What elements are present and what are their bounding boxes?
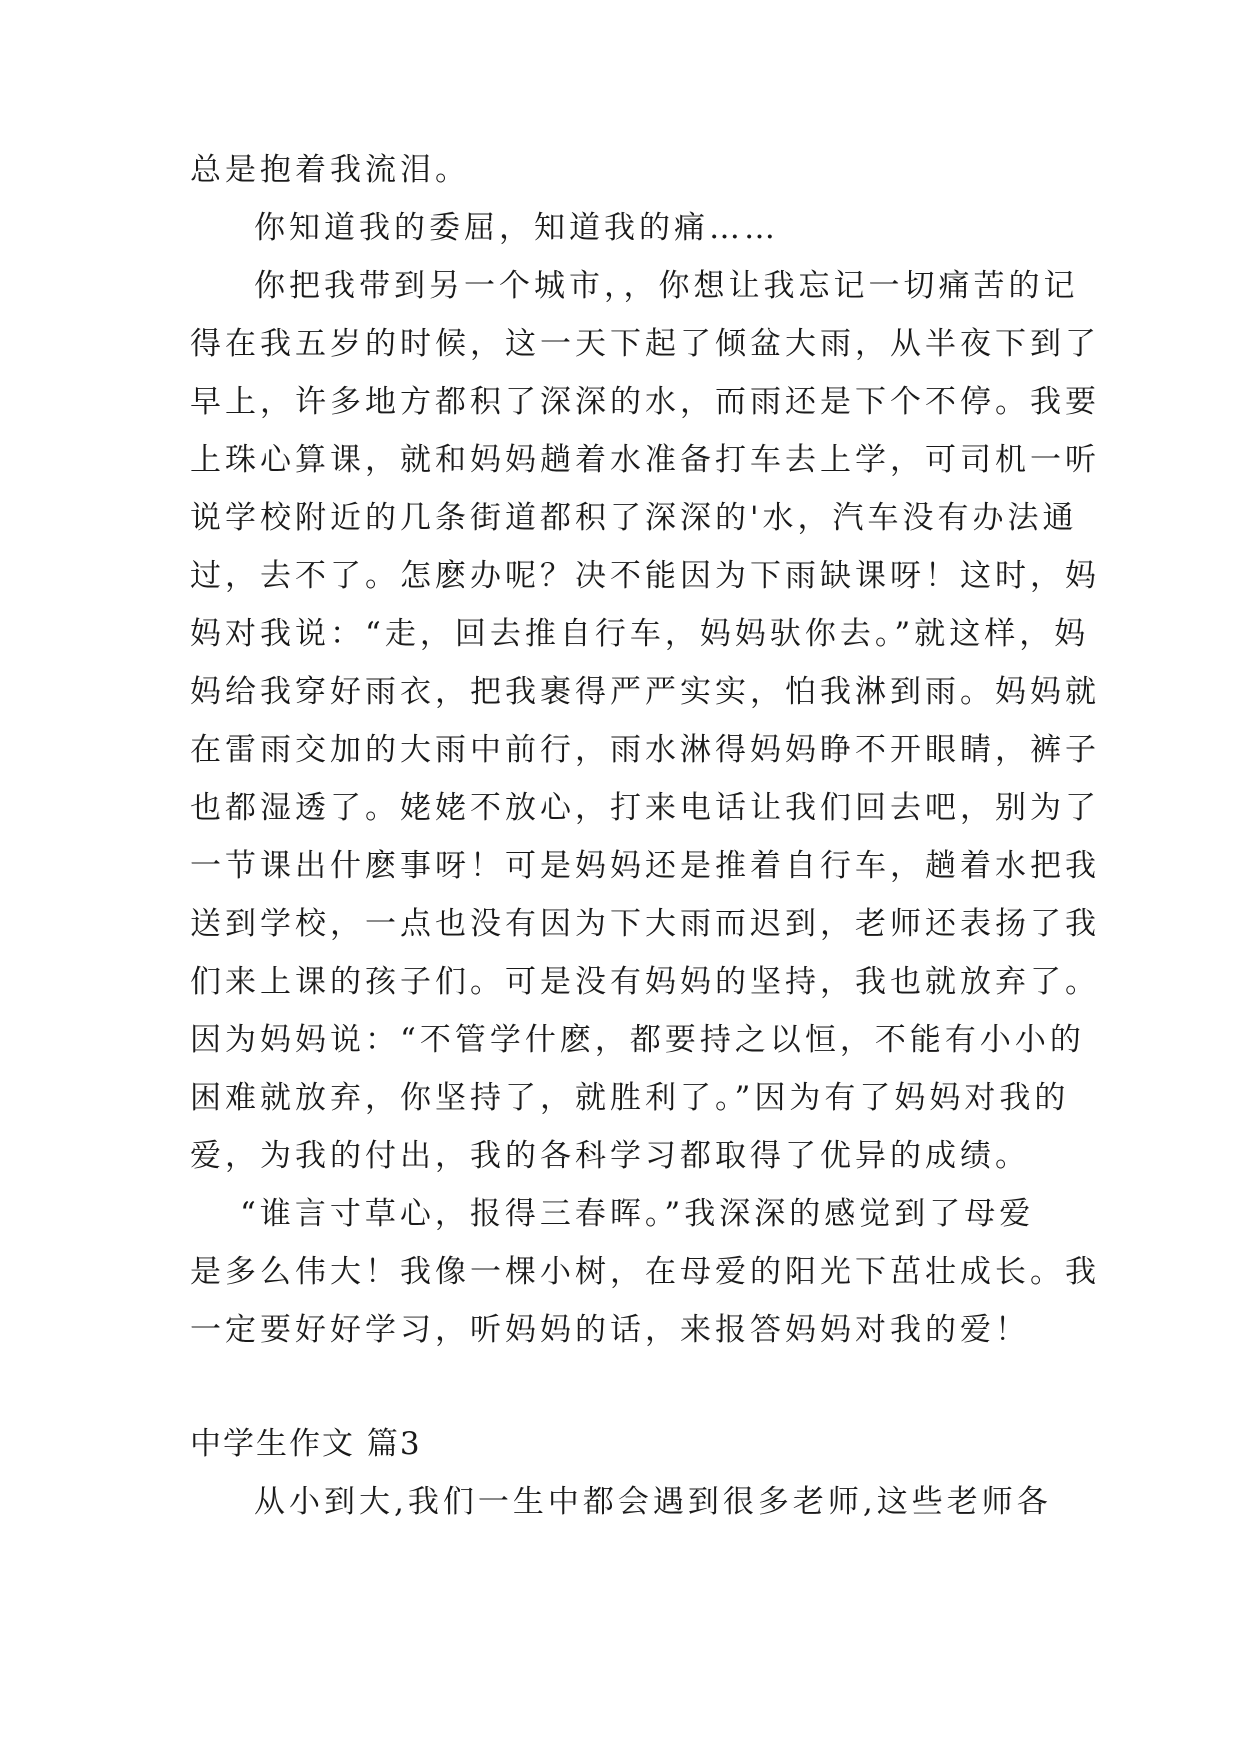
paragraph-line: 们来上课的孩子们。可是没有妈妈的坚持，我也就放弃了。 bbox=[190, 964, 1100, 1000]
paragraph-line: 早上，许多地方都积了深深的水，而雨还是下个不停。我要 bbox=[190, 384, 1100, 420]
paragraph-line: 在雷雨交加的大雨中前行，雨水淋得妈妈睁不开眼睛，裤子 bbox=[190, 732, 1100, 768]
paragraph-line: 说学校附近的几条街道都积了深深的'水，汽车没有办法通 bbox=[190, 500, 1078, 536]
paragraph-line: 你知道我的委屈，知道我的痛…… bbox=[254, 210, 779, 246]
paragraph-line: 过，去不了。怎麽办呢？决不能因为下雨缺课呀！这时，妈 bbox=[190, 558, 1100, 594]
paragraph-line: 你把我带到另一个城市，，你想让我忘记一切痛苦的记 bbox=[254, 268, 1079, 304]
paragraph-line: 上珠心算课，就和妈妈趟着水准备打车去上学，可司机一听 bbox=[190, 442, 1100, 478]
paragraph-line: 得在我五岁的时候，这一天下起了倾盆大雨，从半夜下到了 bbox=[190, 326, 1100, 362]
paragraph-line: 也都湿透了。姥姥不放心，打来电话让我们回去吧，别为了 bbox=[190, 790, 1100, 826]
paragraph-line: 总是抱着我流泪。 bbox=[190, 152, 470, 188]
paragraph-line: 爱，为我的付出，我的各科学习都取得了优异的成绩。 bbox=[190, 1138, 1030, 1174]
paragraph-line: 困难就放弃，你坚持了，就胜利了。”因为有了妈妈对我的 bbox=[190, 1080, 1070, 1116]
section-heading: 中学生作文 篇3 bbox=[190, 1426, 422, 1462]
paragraph-line: 妈对我说：“走，回去推自行车，妈妈驮你去。”就这样，妈 bbox=[190, 616, 1090, 652]
paragraph-line: 一节课出什麽事呀！可是妈妈还是推着自行车，趟着水把我 bbox=[190, 848, 1100, 884]
paragraph-line: “谁言寸草心，报得三春晖。”我深深的感觉到了母爱 bbox=[240, 1196, 1035, 1232]
paragraph-line: 是多么伟大！我像一棵小树，在母爱的阳光下茁壮成长。我 bbox=[190, 1254, 1100, 1290]
paragraph-line: 一定要好好学习，听妈妈的话，来报答妈妈对我的爱！ bbox=[190, 1312, 1030, 1348]
paragraph-line: 因为妈妈说：“不管学什麽，都要持之以恒，不能有小小的 bbox=[190, 1022, 1085, 1058]
paragraph-line: 妈给我穿好雨衣，把我裹得严严实实，怕我淋到雨。妈妈就 bbox=[190, 674, 1100, 710]
paragraph-line: 从小到大,我们一生中都会遇到很多老师,这些老师各 bbox=[254, 1484, 1052, 1520]
paragraph-line: 送到学校，一点也没有因为下大雨而迟到，老师还表扬了我 bbox=[190, 906, 1100, 942]
